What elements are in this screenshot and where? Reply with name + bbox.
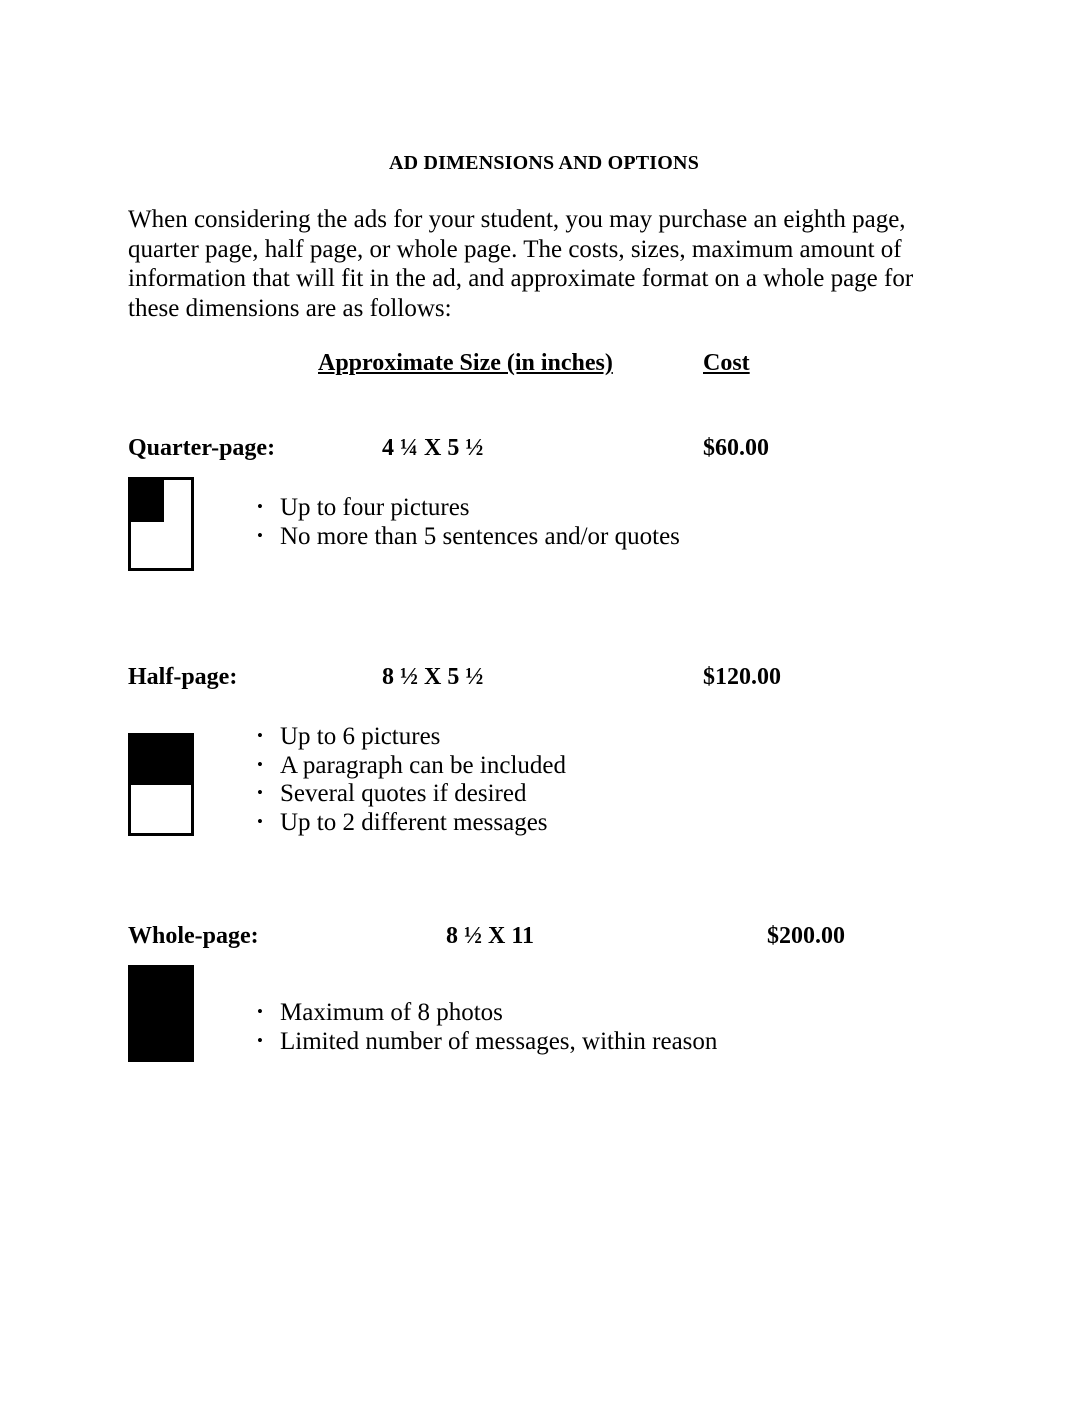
list-item: • Up to 2 different messages (252, 809, 566, 838)
features-list-half-page (252, 723, 566, 837)
list-item: • Up to 6 pictures (252, 723, 566, 752)
column-header-cost: Cost (703, 350, 750, 376)
list-item: • Limited number of messages, within reason (252, 1028, 717, 1057)
option-label-half-page: Half-page: (128, 664, 238, 690)
whole-page-thumbnail (128, 965, 194, 1062)
list-item: • Several quotes if desired (252, 780, 566, 809)
list-item: • A paragraph can be included (252, 752, 566, 781)
option-size-half-page: 8 ½ X 5 ½ (382, 664, 484, 690)
option-cost-quarter-page: $60.00 (703, 435, 769, 461)
page-title: AD DIMENSIONS AND OPTIONS (388, 152, 700, 174)
option-cost-whole-page: $200.00 (767, 923, 845, 949)
column-header-size: Approximate Size (in inches) (318, 350, 613, 376)
intro-paragraph: When considering the ads for your student, you may purchase an eighth page, quarter page, half page, or whole page. The costs, sizes, maximum amount of information that will fit in the ad, and approximate format on a whole page for these dimensions are as follows: (128, 206, 914, 322)
option-size-whole-page: 8 ½ X 11 (446, 923, 535, 949)
list-item: • Up to four pictures (252, 494, 680, 523)
half-page-fill-block (131, 736, 191, 785)
quarter-page-fill-block (131, 480, 164, 522)
list-item: • Maximum of 8 photos (252, 999, 717, 1028)
column-header-row (128, 350, 928, 382)
list-item: • No more than 5 sentences and/or quotes (252, 523, 680, 552)
option-size-quarter-page: 4 ¼ X 5 ½ (382, 435, 484, 461)
option-label-quarter-page: Quarter-page: (128, 435, 276, 461)
half-page-thumbnail (128, 733, 194, 836)
option-cost-half-page: $120.00 (703, 664, 781, 690)
features-list-quarter-page (252, 494, 680, 551)
quarter-page-thumbnail (128, 477, 194, 571)
features-list-whole-page (252, 999, 717, 1056)
option-label-whole-page: Whole-page: (128, 923, 259, 949)
